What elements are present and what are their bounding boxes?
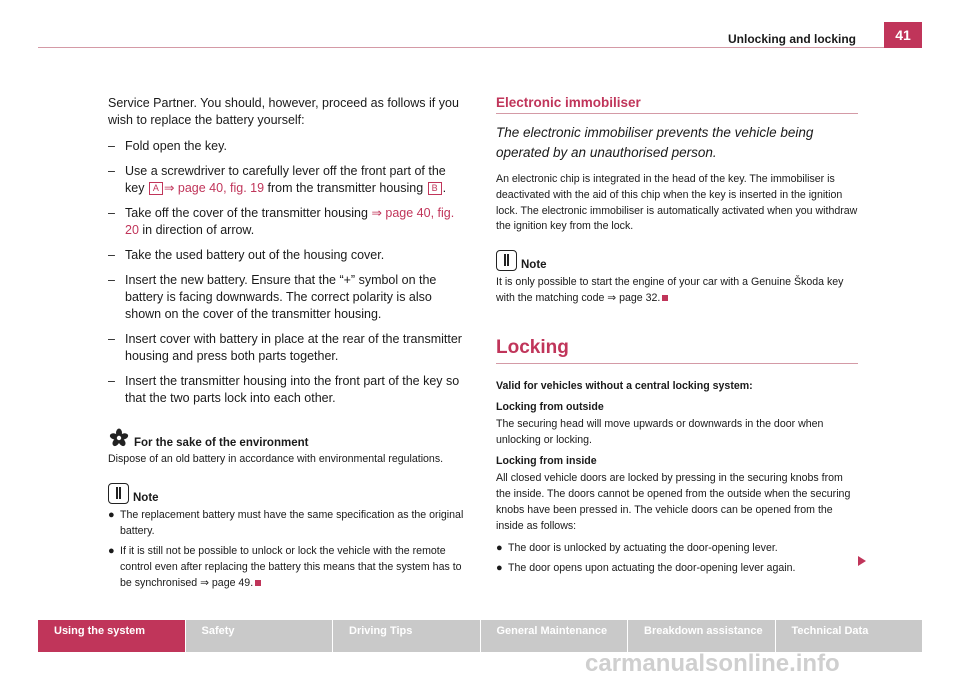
tab-using-the-system[interactable]: Using the system [38, 620, 185, 652]
ref-badge-b: B [428, 182, 442, 195]
ref-badge-a: A [149, 182, 163, 195]
header-rule [38, 47, 922, 48]
inside-item-text: The door opens upon actuating the door-opening lever again. [508, 562, 796, 575]
end-marker [662, 295, 668, 301]
bullet-dot: ● [496, 562, 503, 575]
end-marker [255, 580, 261, 586]
section-title-locking: Locking [496, 337, 858, 364]
page-link[interactable]: ⇒ page 40, fig. 20 [125, 206, 455, 237]
note-heading [496, 250, 858, 271]
step-item [108, 331, 468, 365]
note-title: Note [521, 259, 547, 272]
intro-paragraph: Service Partner. You should, however, proceed as follows if you wish to replace the battery yourself: [108, 96, 459, 127]
inside-item [496, 561, 858, 577]
step-text: . [442, 181, 447, 195]
outside-text: The securing head will move upwards or downwards in the door when unlocking or locking. [496, 417, 824, 446]
outside-heading: Locking from outside [496, 400, 604, 413]
note-icon [108, 483, 129, 504]
step-text: Insert the new battery. Ensure that the “+” symbol on the battery is facing downwards. The correct polarity is also shown on the cover of the transmitter housing. [125, 273, 437, 321]
valid-note: Valid for vehicles without a central locking system: [496, 379, 753, 392]
step-item [108, 163, 468, 197]
tab-breakdown-assistance[interactable]: Breakdown assistance [628, 620, 775, 652]
inside-item-text: The door is unlocked by actuating the door-opening lever. [508, 541, 778, 554]
note-icon [496, 250, 517, 271]
note-item [108, 508, 468, 540]
step-text: in direction of arrow. [138, 223, 255, 237]
next-page-arrow-icon[interactable] [858, 556, 866, 566]
dash-marker: – [108, 164, 115, 178]
dash-marker: – [108, 248, 115, 262]
bullet-dot: ● [108, 508, 115, 521]
tab-general-maintenance[interactable]: General Maintenance [481, 620, 628, 652]
tab-driving-tips[interactable]: Driving Tips [333, 620, 480, 652]
immobiliser-lead: The electronic immobiliser prevents the vehicle being operated by an unauthorised person. [496, 125, 814, 160]
immobiliser-body: An electronic chip is integrated in the head of the key. The immobiliser is deactivated with the aid of this chip when the key is inserted in the ignition lock. The electronic immobiliser is automatically activated when you withdraw the ignition key from the lock. [496, 173, 858, 233]
dash-marker: – [108, 374, 115, 388]
page-link[interactable]: ⇒ page 40, fig. 19 [163, 181, 265, 195]
step-item [108, 205, 468, 239]
inside-item [496, 541, 858, 557]
footer-tabs [38, 620, 922, 652]
step-item [108, 373, 468, 407]
step-text: Insert cover with battery in place at the rear of the transmitter housing and press both parts together. [125, 332, 462, 363]
step-text: Insert the transmitter housing into the front part of the key so that the two parts lock into each other. [125, 374, 460, 405]
section-title-immobiliser: Electronic immobiliser [496, 95, 858, 114]
inside-heading: Locking from inside [496, 455, 597, 468]
flower-icon [108, 427, 130, 449]
step-item [108, 247, 468, 264]
chapter-title: Unlocking and locking [727, 32, 856, 46]
step-text: from the transmitter housing [264, 181, 427, 195]
note-item [108, 544, 468, 591]
note-item-text: If it is still not be possible to unlock or lock the vehicle with the remote control even after replacing the battery this means that the system has to be synchronised ⇒ page 49. [120, 545, 462, 589]
environment-text: Dispose of an old battery in accordance with environmental regulations. [108, 453, 444, 465]
note-heading [108, 483, 468, 504]
environment-heading [108, 427, 468, 449]
tab-technical-data[interactable]: Technical Data [776, 620, 923, 652]
tab-safety[interactable]: Safety [186, 620, 333, 652]
step-text: Fold open the key. [125, 139, 227, 153]
inside-list [496, 541, 858, 578]
page-number: 41 [884, 22, 922, 48]
dash-marker: – [108, 139, 115, 153]
note-list [108, 508, 468, 592]
step-text: Use a screwdriver to carefully lever off the front part of the key [125, 164, 446, 195]
bullet-dot: ● [108, 545, 115, 558]
watermark-text: carmanualsonline.info [585, 650, 840, 677]
step-item [108, 272, 468, 323]
step-text: Take off the cover of the transmitter housing [125, 206, 372, 220]
bullet-dot: ● [496, 541, 503, 554]
right-column [496, 95, 858, 577]
inside-text: All closed vehicle doors are locked by pressing in the securing knobs from the inside. The doors cannot be opened from the outside when the securing knobs have been pressed in. The vehicle doors can be opened from the inside as follows: [496, 472, 851, 532]
note-title: Note [133, 491, 159, 504]
environment-title: For the sake of the environment [134, 437, 309, 449]
dash-marker: – [108, 332, 115, 346]
note-text: It is only possible to start the engine of your car with a Genuine Škoda key with the matching code ⇒ page 32. [496, 276, 844, 304]
dash-marker: – [108, 206, 115, 220]
battery-steps [108, 138, 468, 407]
step-item [108, 138, 468, 155]
step-text: Take the used battery out of the housing cover. [125, 248, 385, 262]
dash-marker: – [108, 273, 115, 287]
left-column [108, 95, 468, 592]
note-item-text: The replacement battery must have the same specification as the original battery. [120, 508, 464, 537]
immobiliser-note-text [496, 275, 858, 307]
